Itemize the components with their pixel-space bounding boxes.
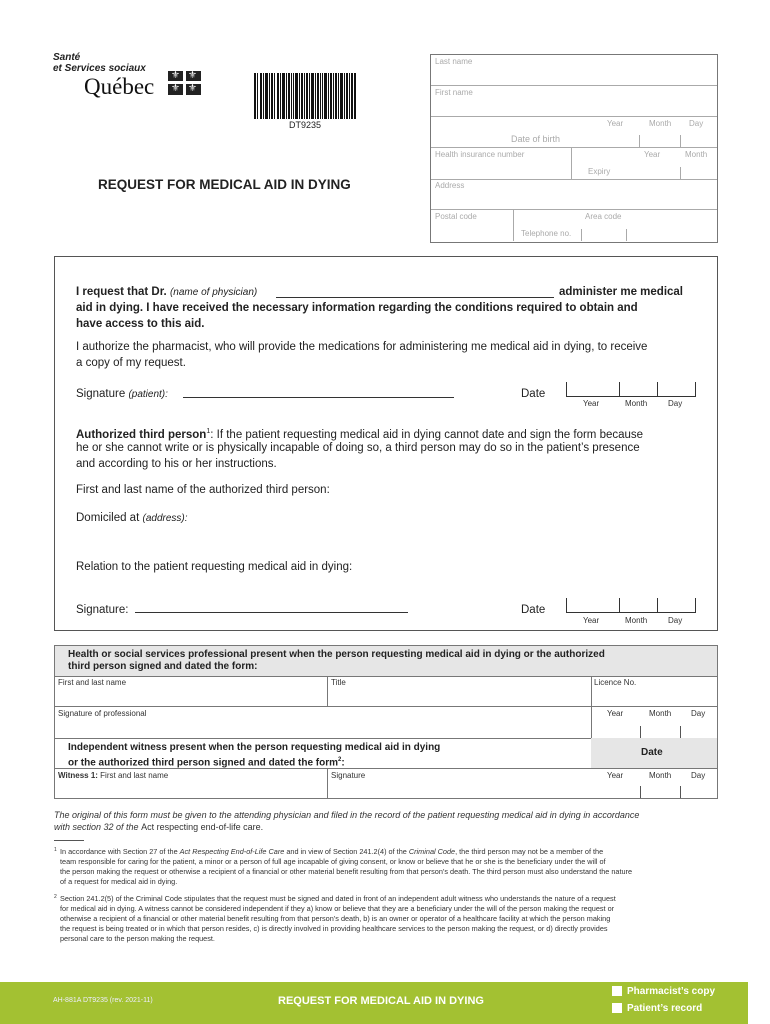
telephone-label: Telephone no.: [521, 229, 572, 238]
third-person-date-field[interactable]: [566, 598, 696, 613]
witness-header-line-2: or the authorized third person signed and dated the form$^2$:: [68, 757, 345, 769]
third-person-signature-field[interactable]: [135, 612, 408, 613]
dob-year-label: Year: [607, 119, 624, 128]
patient-record-label: Patient’s record: [627, 1003, 703, 1014]
pharmacist-copy-label: Pharmacist’s copy: [627, 986, 716, 997]
patient-date-label: Date: [521, 388, 546, 400]
logo-line-1: Santé: [53, 52, 81, 63]
licence-number-label: Licence No.: [594, 678, 637, 687]
pharmacist-authorization-line-1: I authorize the pharmacist, who will provide the medications for administering me medical aid in dying, to receive: [76, 341, 648, 353]
barcode: [254, 73, 356, 119]
professional-header: [55, 646, 717, 677]
third-person-date-month-label: Month: [625, 616, 648, 625]
first-name-label: First name: [435, 88, 473, 97]
patient-date-month-label: Month: [625, 399, 648, 408]
dob-label: Date of birth: [511, 134, 561, 144]
fleur-de-lis-icon: ⚜: [188, 70, 197, 81]
quebec-flag-icon: [168, 71, 201, 95]
professional-date-year-label: Year: [607, 709, 624, 718]
barcode-label: DT9235: [288, 120, 322, 130]
last-name-label: Last name: [435, 57, 473, 66]
request-text-line-2: aid in dying. I have received the necessary information regarding the conditions required to obtain and: [76, 302, 638, 314]
professional-title-label: Title: [331, 678, 346, 687]
witness-date-month-label: Month: [649, 771, 672, 780]
witness-date-header: Date: [641, 747, 663, 758]
professional-header-line-2: third person signed and dated the form:: [68, 661, 258, 672]
logo-line-2: et Services sociaux: [53, 63, 146, 74]
third-person-text-line-3: and according to his or her instructions.: [76, 458, 277, 470]
professional-signature-label: Signature of professional: [58, 709, 147, 718]
checkbox-patient-record[interactable]: [612, 1003, 622, 1013]
third-person-text-line-1: Authorized third person$^1$: If the patient requesting medical aid in dying cannot date and sign the form because: [76, 428, 644, 441]
fleur-de-lis-icon: ⚜: [188, 83, 197, 94]
patient-date-field[interactable]: [566, 382, 696, 397]
professional-name-label: First and last name: [58, 678, 127, 687]
dob-month-label: Month: [649, 119, 672, 128]
third-person-date-label: Date: [521, 604, 546, 616]
witness-header-line-1: Independent witness present when the person requesting medical aid in dying: [68, 742, 441, 753]
domiciled-label: Domiciled at (address):: [76, 512, 188, 524]
professional-date-day-label: Day: [691, 709, 706, 718]
patient-date-day-label: Day: [668, 399, 683, 408]
relation-label: Relation to the patient requesting medical aid in dying:: [76, 561, 353, 573]
hin-label: Health insurance number: [435, 150, 525, 159]
footnote-2: 2 Section 241.2(5) of the Criminal Code stipulates that the request must be signed and dated in front of an independent adult witness who understands the nature of a request for medical aid in dying. A witness cannot be considered independent if they a) know or believe that they are a beneficiary under the will of the person making the request or otherwise a recipient of a financial or other material benefit resulting from that person’s death, b) is an owner or operator of a healthcare facility at which the person making the request is being treated or in which that person resides, c) is directly involved in providing healthcare services to the person making the request, or d) directly provides personal care to the person making the request.: [54, 894, 616, 943]
postal-code-label: Postal code: [435, 212, 477, 221]
third-person-text-line-2: he or she cannot write or is physically incapable of doing so, a third person may do so in the patient’s presence: [76, 442, 640, 454]
original-note-line-2: with section 32 of the Act respecting end-of-life care.: [54, 822, 264, 832]
address-label: Address: [435, 181, 465, 190]
area-code-label: Area code: [585, 212, 622, 221]
form-code: AH-881A DT9235 (rev. 2021-11): [53, 997, 153, 1004]
logo-quebec: Québec: [84, 74, 155, 99]
fleur-de-lis-icon: ⚜: [171, 70, 180, 81]
professional-date-month-label: Month: [649, 709, 672, 718]
patient-signature-field[interactable]: [183, 397, 454, 398]
pharmacist-authorization-line-2: a copy of my request.: [76, 357, 186, 369]
footnote-divider: [54, 840, 84, 841]
checkbox-pharmacist-copy[interactable]: [612, 986, 622, 996]
expiry-year-label: Year: [644, 150, 661, 159]
witness-date-year-label: Year: [607, 771, 624, 780]
dob-day-label: Day: [689, 119, 704, 128]
witness-1-name-label: Witness 1: First and last name: [58, 771, 169, 780]
footnote-1: 1 In accordance with Section 27 of the Act Respecting End-of-Life Care and in view of Section 241.2(4) of the Criminal Code, the third person may not be a member of the team responsible for caring for the patient, a minor or a person of full age incapable of giving consent, or know or believe that he or she is the beneficiary under the will of the person making the request or otherwise a recipient of a financial or other material benefit resulting from that person’s death. The third person must also understand the nature of a request for medical aid in dying.: [54, 847, 633, 886]
witness-1-signature-label: Signature: [331, 771, 366, 780]
footer-band: [0, 982, 748, 1024]
expiry-label: Expiry: [588, 167, 611, 176]
fleur-de-lis-icon: ⚜: [171, 83, 180, 94]
third-person-signature-label: Signature:: [76, 604, 129, 616]
expiry-month-label: Month: [685, 150, 708, 159]
witness-date-day-label: Day: [691, 771, 706, 780]
original-note-line-1: The original of this form must be given to the attending physician and filed in the record of the patient requesting medical aid in dying in accordance: [54, 810, 640, 820]
professional-witness-section: [54, 645, 718, 799]
request-text-line-3: have access to this aid.: [76, 318, 205, 330]
professional-header-line-1: Health or social services professional present when the person requesting medical aid in dying or the authorized: [68, 649, 605, 660]
third-person-name-label: First and last name of the authorized third person:: [76, 484, 330, 496]
patient-signature-label: Signature (patient):: [76, 388, 168, 400]
request-intro: I request that Dr. (name of physician): [76, 286, 258, 298]
third-person-date-year-label: Year: [583, 616, 600, 625]
patient-id-box: [430, 54, 718, 243]
request-intro-end: administer me medical: [559, 286, 683, 298]
page-title: REQUEST FOR MEDICAL AID IN DYING: [98, 177, 351, 192]
physician-name-field[interactable]: [276, 297, 554, 298]
patient-date-year-label: Year: [583, 399, 600, 408]
footer-title: REQUEST FOR MEDICAL AID IN DYING: [278, 995, 484, 1007]
third-person-date-day-label: Day: [668, 616, 683, 625]
